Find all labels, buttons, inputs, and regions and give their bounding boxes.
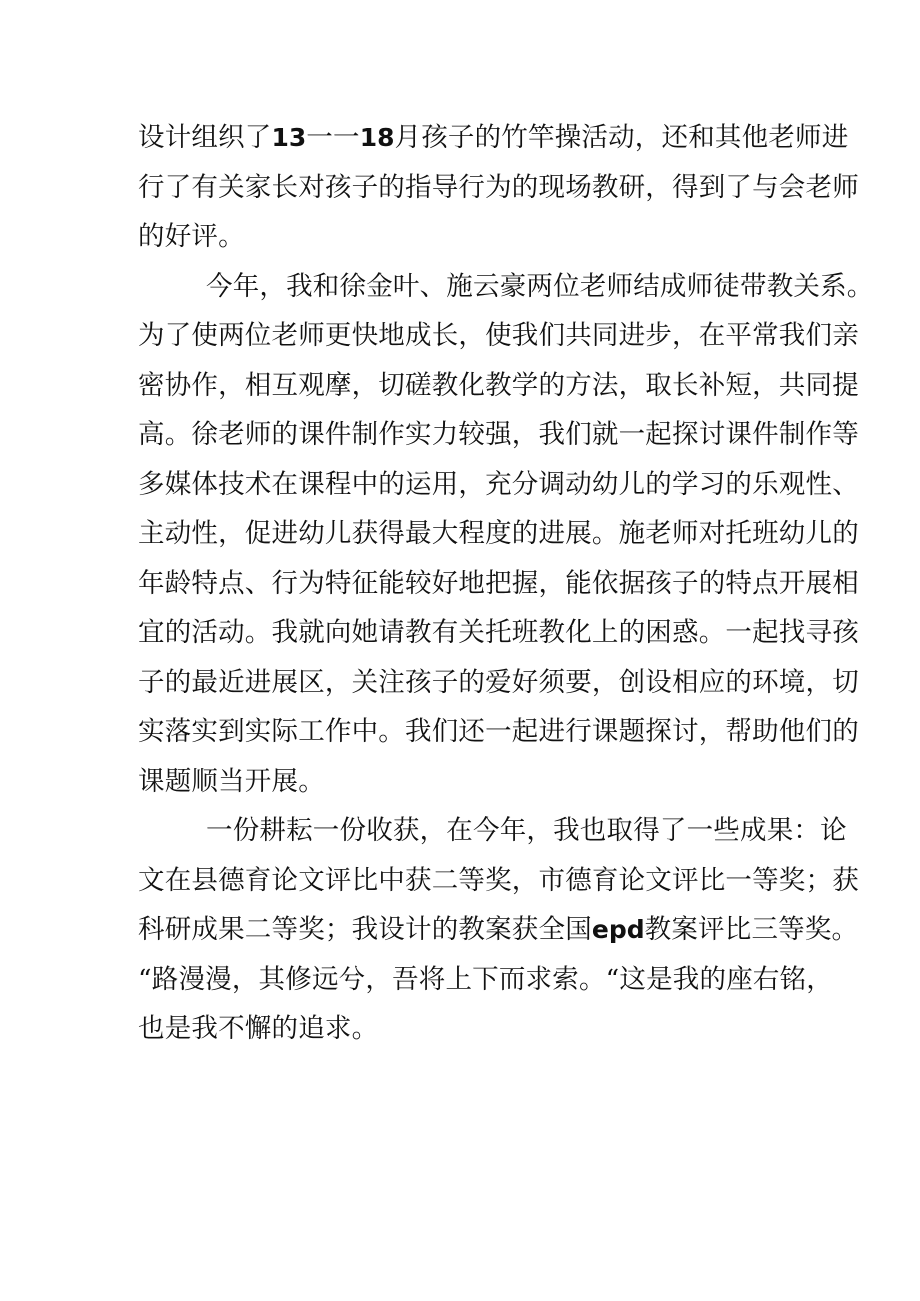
paragraph-2-line-10: 实落实到实际工作中。我们还一起进行课题探讨，帮助他们的 xyxy=(138,716,859,747)
paragraph-2-line-2: 为了使两位老师更快地成长，使我们共同进步，在平常我们亲 xyxy=(138,320,859,351)
paragraph-2-line-8: 宜的活动。我就向她请教有关托班教化上的困惑。一起找寻孩 xyxy=(138,617,859,648)
body-text xyxy=(138,113,874,1054)
paragraph-1-line-2: 行了有关家长对孩子的指导行为的现场教研，得到了与会老师 xyxy=(138,171,859,203)
text-run: 教案评比三等奖。 xyxy=(644,914,859,945)
paragraph-3-line-1: 一份耕耘一份收获，在今年，我也取得了一些成果：论 xyxy=(206,815,847,846)
text-run: 设计组织了 xyxy=(138,122,272,153)
paragraph-2-line-9: 子的最近进展区，关注孩子的爱好须要，创设相应的环境，切 xyxy=(138,666,859,698)
paragraph-2-line-7: 年龄特点、行为特征能较好地把握，能依据孩子的特点开展相 xyxy=(138,567,859,599)
paragraph-2-line-11: 课题顺当开展。 xyxy=(138,765,325,797)
text-run: 月孩子的竹竿操活动，还和其他老师进 xyxy=(394,122,849,153)
paragraph-3-line-5: 也是我不懈的追求。 xyxy=(138,1013,379,1044)
paragraph-3-line-4: “路漫漫，其修远兮，吾将上下而求索。“这是我的座右铭， xyxy=(138,963,833,995)
paragraph-2-line-3: 密协作，相互观摩，切磋教化教学的方法，取长补短，共同提 xyxy=(138,369,859,401)
paragraph-1-line-1 xyxy=(138,113,849,163)
paragraph-2-line-5: 多媒体技术在课程中的运用，充分调动幼儿的学习的乐观性、 xyxy=(138,468,859,500)
age-start-number: 13 xyxy=(271,123,307,152)
epd-acronym: epd xyxy=(591,915,645,944)
paragraph-2-line-1: 今年，我和徐金叶、施云豪两位老师结成师徒带教关系。 xyxy=(206,270,874,302)
paragraph-3-line-2: 文在县德育论文评比中获二等奖，市德育论文评比一等奖；获 xyxy=(138,864,859,896)
paragraph-3-line-3 xyxy=(138,905,859,955)
paragraph-1-line-3: 的好评。 xyxy=(138,221,245,252)
age-end-number: 18 xyxy=(359,123,395,152)
paragraph-2-line-4: 高。徐老师的课件制作实力较强，我们就一起探讨课件制作等 xyxy=(138,419,859,450)
paragraph-2-line-6: 主动性，促进幼儿获得最大程度的进展。施老师对托班幼儿的 xyxy=(138,518,859,549)
text-run: 一一 xyxy=(306,122,360,153)
text-run: 科研成果二等奖；我设计的教案获全国 xyxy=(138,914,592,945)
